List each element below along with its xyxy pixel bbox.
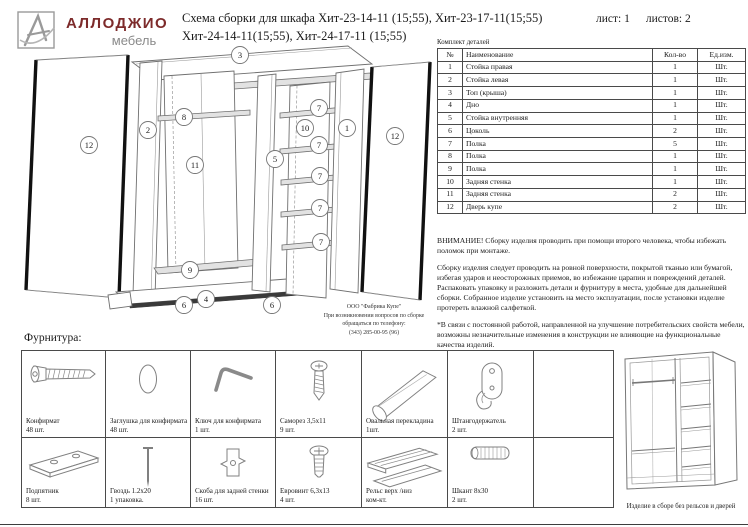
hardware-item-qty: 48 шт. bbox=[110, 425, 129, 434]
hardware-item-dowel bbox=[448, 438, 534, 508]
svg-text:10: 10 bbox=[300, 122, 310, 133]
sheet-info bbox=[596, 13, 707, 25]
manufacturer-name: ООО "Фабрика Купе" bbox=[346, 304, 402, 310]
callout-shelf-7 bbox=[311, 100, 328, 117]
table-cell: 3 bbox=[438, 87, 463, 100]
hardware-item-nail bbox=[106, 438, 191, 508]
hardware-item-qty: 4 шт. bbox=[280, 495, 295, 504]
callout-left-stand bbox=[140, 122, 157, 139]
manufacturer-note-line: При возникновении вопросов по сборке bbox=[323, 312, 425, 319]
hardware-item-qty: 8 шт. bbox=[26, 495, 41, 504]
table-cell: 6 bbox=[438, 125, 463, 138]
table-cell: Шт. bbox=[698, 176, 746, 189]
table-cell: 2 bbox=[438, 74, 463, 87]
svg-text:9: 9 bbox=[187, 264, 193, 275]
hardware-row bbox=[22, 351, 614, 438]
rod-holder-icon bbox=[448, 359, 533, 417]
callout-bottom bbox=[198, 291, 215, 308]
hardware-item-qty: 1шт. bbox=[366, 425, 380, 434]
table-cell: Дно bbox=[463, 99, 653, 112]
table-cell: 1 bbox=[653, 112, 698, 125]
callout-top-panel bbox=[232, 47, 249, 64]
exploded-diagram-drawing bbox=[12, 40, 432, 345]
table-cell: Шт. bbox=[698, 163, 746, 176]
hardware-item-hex-key bbox=[191, 351, 276, 438]
svg-text:6: 6 bbox=[269, 299, 275, 310]
hardware-item-name: Гвоздь 1.2х20 bbox=[110, 487, 151, 496]
table-cell: 5 bbox=[438, 112, 463, 125]
hardware-item-name: Евровинт 6,3х13 bbox=[280, 487, 330, 496]
svg-text:6: 6 bbox=[181, 299, 187, 310]
svg-text:3: 3 bbox=[237, 49, 243, 60]
assembled-wardrobe-drawing bbox=[618, 347, 744, 495]
empty-cell bbox=[534, 438, 614, 508]
brand-name: АЛЛОДЖИО bbox=[66, 14, 169, 32]
hardware-item-back-wall-bracket bbox=[191, 438, 276, 508]
table-row bbox=[438, 112, 746, 125]
table-cell: Стойка левая bbox=[463, 74, 653, 87]
table-cell: Полка bbox=[463, 150, 653, 163]
glide-plate-icon bbox=[22, 443, 105, 483]
brand-subtitle: мебель bbox=[111, 32, 157, 48]
svg-text:7: 7 bbox=[317, 202, 323, 213]
table-cell: 2 bbox=[653, 188, 698, 201]
back-wall-bracket-icon bbox=[191, 443, 275, 487]
nail-icon bbox=[106, 443, 190, 489]
svg-text:4: 4 bbox=[203, 293, 209, 304]
callout-door-left bbox=[81, 137, 98, 154]
table-cell: Шт. bbox=[698, 201, 746, 214]
callout-shelf-7 bbox=[312, 168, 329, 185]
sheet-number: лист: 1 bbox=[596, 13, 630, 25]
table-cell: 1 bbox=[653, 99, 698, 112]
table-cell: 1 bbox=[653, 87, 698, 100]
hardware-item-name: Саморез 3,5х11 bbox=[280, 417, 326, 426]
column-header-qty: Кол-во bbox=[653, 49, 698, 62]
sheets-total: листов: 2 bbox=[645, 13, 691, 25]
empty-cell bbox=[534, 351, 614, 438]
table-cell: 12 bbox=[438, 201, 463, 214]
hardware-item-name: Рельс верх /низ bbox=[366, 487, 412, 496]
manufacturer-note-line: обращаться по телефону: bbox=[342, 321, 406, 328]
table-cell: Полка bbox=[463, 163, 653, 176]
callout-back-wall-narrow bbox=[297, 120, 314, 137]
hardware-item-qty: 2 шт. bbox=[452, 425, 467, 434]
callout-shelf-7 bbox=[313, 234, 330, 251]
table-cell: Топ (крыша) bbox=[463, 87, 653, 100]
table-row bbox=[438, 201, 746, 214]
svg-text:7: 7 bbox=[316, 139, 322, 150]
table-row bbox=[438, 125, 746, 138]
parts-table-caption: Комплект деталей bbox=[437, 39, 490, 46]
table-cell: 8 bbox=[438, 150, 463, 163]
column-header-unit: Ед.изм. bbox=[698, 49, 746, 62]
table-cell: Задняя стенка bbox=[463, 176, 653, 189]
hardware-item-self-tapping-screw bbox=[276, 351, 362, 438]
hardware-item-qty: ком-кт. bbox=[366, 495, 387, 504]
svg-text:7: 7 bbox=[317, 170, 323, 181]
manufacturer-note bbox=[300, 303, 448, 337]
svg-text:8: 8 bbox=[181, 111, 187, 122]
hardware-item-glide-plate bbox=[22, 438, 106, 508]
svg-text:5: 5 bbox=[272, 153, 278, 164]
hardware-item-oval-rod bbox=[362, 351, 448, 438]
svg-text:7: 7 bbox=[316, 102, 322, 113]
hardware-item-qty: 1 упаковка. bbox=[110, 495, 144, 504]
parts-table bbox=[437, 48, 746, 214]
hardware-table bbox=[21, 350, 614, 508]
table-cell: 1 bbox=[438, 61, 463, 74]
hardware-item-plug bbox=[106, 351, 191, 438]
table-cell: Цоколь bbox=[463, 125, 653, 138]
table-cell: 9 bbox=[438, 163, 463, 176]
callout-door-right bbox=[387, 128, 404, 145]
parts-table-body bbox=[438, 61, 746, 214]
svg-text:2: 2 bbox=[145, 124, 151, 135]
table-cell: Дверь купе bbox=[463, 201, 653, 214]
table-cell: 1 bbox=[653, 61, 698, 74]
hardware-item-euro-screw bbox=[276, 438, 362, 508]
hex-key-icon bbox=[191, 359, 275, 397]
callout-shelf-7 bbox=[311, 137, 328, 154]
hardware-item-confirmat bbox=[22, 351, 106, 438]
table-cell: 5 bbox=[653, 138, 698, 151]
hardware-item-rail bbox=[362, 438, 448, 508]
svg-text:12: 12 bbox=[84, 139, 94, 150]
callout-plinth-left bbox=[176, 297, 193, 314]
table-row bbox=[438, 99, 746, 112]
hardware-item-name: Скоба для задней стенки bbox=[195, 487, 269, 496]
table-row bbox=[438, 176, 746, 189]
table-cell: 1 bbox=[653, 150, 698, 163]
table-row bbox=[438, 163, 746, 176]
table-row bbox=[438, 61, 746, 74]
hardware-item-qty: 2 шт. bbox=[452, 495, 467, 504]
svg-text:7: 7 bbox=[318, 236, 324, 247]
hardware-item-name: Заглушка для конфирмата bbox=[110, 417, 188, 426]
hardware-row bbox=[22, 438, 614, 508]
self-tapping-screw-icon bbox=[276, 359, 361, 403]
hardware-item-qty: 48 шт. bbox=[26, 425, 45, 434]
euro-screw-icon bbox=[276, 443, 361, 483]
table-cell: Шт. bbox=[698, 138, 746, 151]
table-row bbox=[438, 87, 746, 100]
assembled-caption: Изделие в сборе без рельсов и дверей bbox=[626, 503, 736, 510]
table-cell: 1 bbox=[653, 74, 698, 87]
table-cell: Шт. bbox=[698, 74, 746, 87]
table-cell: Полка bbox=[463, 138, 653, 151]
assembled-product bbox=[615, 347, 747, 510]
callout-right-stand bbox=[339, 120, 356, 137]
table-cell: Шт. bbox=[698, 150, 746, 163]
callout-shelf-7 bbox=[312, 200, 329, 217]
table-cell: Стойка внутренняя bbox=[463, 112, 653, 125]
callout-back-wall-wide bbox=[187, 157, 204, 174]
table-cell: 11 bbox=[438, 188, 463, 201]
disclaimer-paragraph: *В связи с постоянной работой, направленной на улучшение потребительских свойств мебели, возможны незначительные изменения в конструкции не влияющие на функциональные качества изделий. bbox=[437, 320, 745, 350]
table-cell: Шт. bbox=[698, 112, 746, 125]
column-header-number: № bbox=[438, 49, 463, 62]
hardware-title: Фурнитура: bbox=[24, 332, 82, 344]
hardware-item-name: Овальная перекладина bbox=[366, 417, 434, 426]
table-cell: 1 bbox=[653, 163, 698, 176]
plug-icon bbox=[106, 359, 190, 399]
table-cell: 4 bbox=[438, 99, 463, 112]
hardware-item-qty: 1 шт. bbox=[195, 425, 210, 434]
svg-text:12: 12 bbox=[390, 130, 400, 141]
hardware-item-name: Шкант 8х30 bbox=[452, 487, 489, 496]
assembly-paragraph: Сборку изделия следует проводить на ровной поверхности, покрытой тканью или бумагой, избегая ударов и неосторожных приемов, во избежание царапин и повреждений деталей. Распаковать упаковку и разложить детали и фурнитуру в места, удобные для дальнейшей сборки. Собранное изделие установить на место эксплуатации, после установки изделие протереть влажной салфеткой. bbox=[437, 263, 733, 313]
table-cell: Шт. bbox=[698, 61, 746, 74]
column-header-name: Наименование bbox=[463, 49, 653, 62]
hardware-item-qty: 9 шт. bbox=[280, 425, 295, 434]
callout-inner-stand bbox=[267, 151, 284, 168]
hardware-item-name: Штангодержатель bbox=[452, 417, 506, 426]
table-cell: Шт. bbox=[698, 188, 746, 201]
table-cell: 1 bbox=[653, 176, 698, 189]
table-cell: Задняя стенка bbox=[463, 188, 653, 201]
hardware-item-name: Ключ для конфирмата bbox=[195, 417, 261, 426]
table-row bbox=[438, 188, 746, 201]
table-row bbox=[438, 150, 746, 163]
table-cell: Шт. bbox=[698, 87, 746, 100]
table-row bbox=[438, 138, 746, 151]
table-row bbox=[438, 74, 746, 87]
table-cell: Стойка правая bbox=[463, 61, 653, 74]
title-line-1: Схема сборки для шкафа Хит-23-14-11 (15;55), Хит-23-17-11(15;55) bbox=[182, 11, 543, 25]
hardware-item-name: Подпятник bbox=[26, 487, 59, 496]
callout-shelf-8 bbox=[176, 109, 193, 126]
exploded-assembly-diagram bbox=[12, 40, 432, 345]
hardware-item-name: Конфирмат bbox=[26, 417, 60, 426]
callout-plinth-right bbox=[264, 297, 281, 314]
hardware-item-rod-holder bbox=[448, 351, 534, 438]
table-header-row bbox=[438, 49, 746, 62]
table-cell: 2 bbox=[653, 125, 698, 138]
table-cell: 2 bbox=[653, 201, 698, 214]
confirmat-screw-icon bbox=[22, 359, 105, 387]
callout-shelf-9 bbox=[182, 262, 199, 279]
table-cell: 10 bbox=[438, 176, 463, 189]
hardware-item-qty: 16 шт. bbox=[195, 495, 214, 504]
svg-text:1: 1 bbox=[344, 122, 350, 133]
table-cell: Шт. bbox=[698, 99, 746, 112]
assembly-notes bbox=[437, 236, 745, 357]
dowel-icon bbox=[448, 443, 533, 465]
manufacturer-phone: (343) 285-00-95 (96) bbox=[348, 329, 400, 336]
table-cell: 7 bbox=[438, 138, 463, 151]
warning-paragraph: ВНИМАНИЕ! Сборку изделия проводить при помощи второго человека, чтобы избежать поломок при монтаже. bbox=[437, 236, 727, 256]
page-bottom-rule bbox=[0, 524, 748, 525]
svg-text:11: 11 bbox=[190, 159, 200, 170]
title-line-2: Хит-24-14-11(15;55), Хит-24-17-11 (15;55) bbox=[182, 28, 407, 43]
table-cell: Шт. bbox=[698, 125, 746, 138]
